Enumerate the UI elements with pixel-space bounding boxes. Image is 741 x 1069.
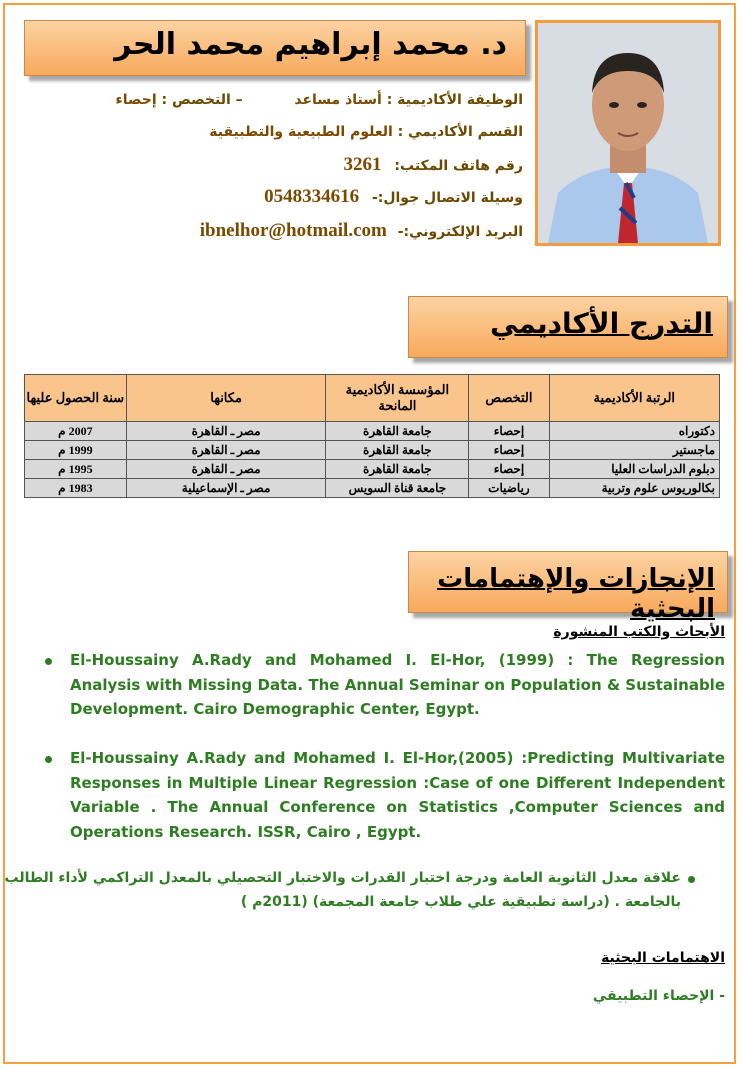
table-header-row [25,375,720,422]
publications-heading: الأبحاث والكتب المنشورة [553,624,725,640]
specialty-label: – التخصص : [161,92,243,108]
col-header-rank: الرتبة الأكاديمية [549,375,719,422]
interest-item: - الإحصاء التطبيقي [592,988,725,1004]
cell-institution: جامعة قناة السويس [326,479,469,498]
cell-place: مصر ـ القاهرة [126,422,326,441]
bullet-icon [45,658,52,665]
cell-rank: دبلوم الدراسات العليا [549,460,719,479]
job-value: أستاذ مساعد [294,92,382,108]
table-row [25,479,720,498]
office-phone-line [344,154,523,176]
cell-rank: ماجستير [549,441,719,460]
cell-year: 1999 م [25,441,127,460]
cell-institution: جامعة القاهرة [326,441,469,460]
department-value: العلوم الطبيعية والتطبيقية [209,124,393,140]
table-row [25,441,720,460]
job-line [116,92,523,108]
cell-specialty: إحصاء [469,460,549,479]
cell-year: 2007 م [25,422,127,441]
degrees-table [24,374,720,498]
cell-specialty: رياضيات [469,479,549,498]
email-value[interactable]: ibnelhor@hotmail.com [199,220,387,241]
col-header-year: سنة الحصول عليها [25,375,127,422]
col-header-institution: المؤسسة الأكاديمية المانحة [326,375,469,422]
person-portrait-icon [538,23,718,243]
mobile-label: وسيلة الاتصال جوال:- [371,190,523,206]
table-row [25,460,720,479]
cell-year: 1995 م [25,460,127,479]
job-label: الوظيفة الأكاديمية : [386,92,523,108]
email-label: البريد الإلكتروني:- [397,224,523,240]
cell-institution: جامعة القاهرة [326,422,469,441]
office-phone-label: رقم هاتف المكتب: [394,158,523,174]
publication-1: El-Houssainy A.Rady and Mohamed I. El-Hor, (1999) : The Regression Analysis with Missing Data. The Annual Seminar on Population & Sustainable Development. Cairo Demographic Center, Egypt. [70,651,725,718]
col-header-place: مكانها [126,375,326,422]
achievements-title: الإنجازات والإهتمامات البحثية [437,564,715,624]
person-name: د. محمد إبراهيم محمد الحر [114,27,507,62]
cell-year: 1983 م [25,479,127,498]
mobile-line [264,186,523,208]
achievements-banner [408,551,728,624]
cell-place: مصر ـ القاهرة [126,460,326,479]
cell-rank: بكالوريوس علوم وتربية [549,479,719,498]
publication-3: علاقة معدل الثانوية العامة ودرجة اختبار القدرات والاختبار التحصيلي بالمعدل التراكمي لأداء الطالب بالجامعة . (دراسة تطبيقية علي طلاب جامعة المجمعة) (2011م ) [4,870,681,910]
cell-institution: جامعة القاهرة [326,460,469,479]
cell-place: مصر ـ الإسماعيلية [126,479,326,498]
specialty-value: إحصاء [115,92,157,108]
interests-heading: الاهتمامات البحثية [601,950,725,966]
department-line [209,124,523,140]
academic-title: التدرج الأكاديمي [490,307,713,340]
name-banner [24,20,526,76]
academic-banner [408,296,728,358]
email-line [200,220,523,242]
mobile-value: 0548334616 [264,186,360,207]
office-phone-value: 3261 [343,154,382,175]
bullet-icon [688,876,695,883]
cell-specialty: إحصاء [469,441,549,460]
profile-photo [535,20,721,246]
department-label: القسم الأكاديمي : [397,124,523,140]
publication-2: El-Houssainy A.Rady and Mohamed I. El-Hor,(2005) :Predicting Multivariate Responses in Multiple Linear Regression :Case of one Different Independent Variable . The Annual Conference on Statistics ,Computer Sciences and Operations Research. ISSR, Cairo , Egypt. [70,749,725,841]
table-row [25,422,720,441]
cell-place: مصر ـ القاهرة [126,441,326,460]
bullet-icon [45,756,52,763]
col-header-specialty: التخصص [469,375,549,422]
cell-specialty: إحصاء [469,422,549,441]
cell-rank: دكتوراه [549,422,719,441]
